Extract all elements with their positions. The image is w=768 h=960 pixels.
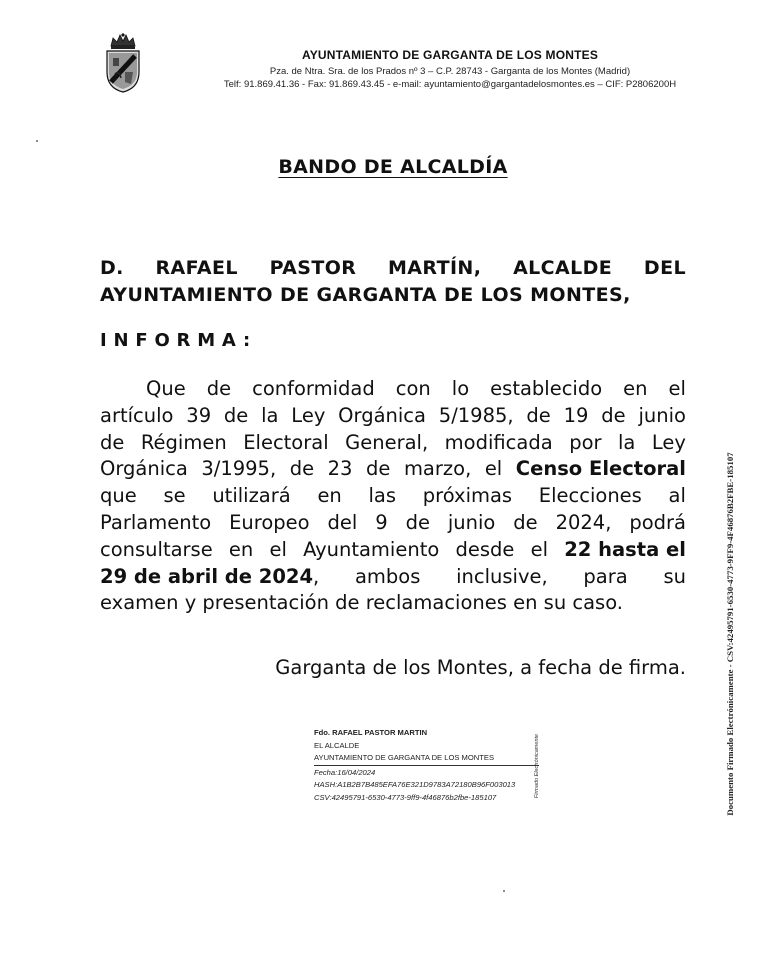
body-word: conformidad: [252, 377, 375, 400]
mayor-word: RAFAEL: [155, 257, 238, 279]
body-word: Orgánica: [100, 457, 188, 481]
body-word: ,: [313, 564, 320, 588]
body-word: la: [618, 430, 636, 454]
body-line: [100, 564, 686, 591]
body-word: lo: [451, 377, 470, 400]
body-word: utilizará: [212, 484, 291, 508]
mayor-word: ALCALDE: [513, 257, 613, 279]
body-last-line: examen y presentación de reclamaciones en su caso.: [100, 591, 623, 615]
body-word: artículo: [100, 403, 174, 427]
body-word: la: [261, 403, 279, 427]
body-word: Régimen: [140, 430, 227, 454]
signatory-name: Fdo. RAFAEL PASTOR MARTIN: [314, 728, 428, 737]
date-range-group: [100, 564, 319, 591]
body-word: junio: [638, 403, 686, 427]
body-word: el: [269, 537, 287, 561]
body-word: junio: [447, 510, 496, 534]
scan-speck: [503, 890, 505, 892]
body-word: de: [526, 403, 551, 427]
mayor-word: D.: [100, 257, 124, 279]
body-word: de: [100, 430, 125, 454]
body-word: en: [228, 537, 254, 561]
body-line: [100, 590, 686, 617]
body-word: en: [317, 484, 342, 508]
body-word: General,: [345, 430, 429, 454]
body-word: Electoral: [243, 430, 329, 454]
mayor-word: MARTÍN,: [388, 257, 482, 279]
body-word: su: [663, 564, 686, 588]
letterhead: [150, 48, 750, 91]
body-word: el: [668, 377, 686, 400]
body-word: 2024,: [555, 510, 612, 534]
body-word: por: [569, 430, 602, 454]
coat-of-arms-icon: [103, 32, 143, 94]
body-word: de: [289, 457, 315, 481]
body-word: el: [484, 457, 503, 481]
body-word: para: [583, 564, 628, 588]
body-word: Ley: [291, 403, 326, 427]
mayor-word: PASTOR: [269, 257, 357, 279]
signature-date: Fecha:16/04/2024: [314, 767, 376, 777]
body-word: establecido: [490, 377, 603, 400]
signatory-entity: AYUNTAMIENTO DE GARGANTA DE LOS MONTES: [314, 752, 539, 766]
letterhead-name: AYUNTAMIENTO DE GARGANTA DE LOS MONTES: [301, 48, 599, 62]
letterhead-contact: Telf: 91.869.41.36 - Fax: 91.869.43.45 - e-mail: ayuntamiento@gargantadelosmontes.es – CIF: P2806200H: [223, 79, 677, 90]
body-word: de: [405, 510, 430, 534]
closing-line: Garganta de los Montes, a fecha de firma.: [275, 656, 686, 679]
body-word: al: [668, 484, 686, 508]
body-word: Europeo: [229, 510, 310, 534]
body-line: [100, 430, 686, 457]
signature-block: [314, 727, 539, 804]
body-word: 5/1985,: [438, 403, 514, 427]
census-emphasis: Censo Electoral: [515, 457, 686, 481]
body-word: próximas: [422, 484, 513, 508]
informa-heading: INFORMA:: [100, 330, 257, 351]
body-word: que: [100, 484, 137, 508]
body-word: las: [368, 484, 397, 508]
body-line: [100, 456, 686, 483]
body-word: de: [206, 377, 232, 400]
body-word: ambos: [354, 564, 421, 588]
body-word: con: [395, 377, 431, 400]
margin-verification-note: Documento Firmado Electrónicamente - CSV:42495791-6530-4773-9FF9-4F46876B2FBE-185107: [725, 452, 735, 816]
body-word: consultarse: [100, 537, 213, 561]
signature-hash: HASH:A1B2B7B485EFA76E321D9783A72180B96F003013: [314, 780, 516, 789]
body-paragraph: [100, 376, 686, 617]
body-word: Parlamento: [100, 510, 212, 534]
body-word: de: [513, 510, 538, 534]
signatory-role: EL ALCALDE: [314, 740, 360, 750]
body-word: en: [623, 377, 648, 400]
body-line: [100, 376, 686, 403]
letterhead-address: Pza. de Ntra. Sra. de los Prados nº 3 – C.P. 28743 - Garganta de los Montes (Madrid): [269, 66, 631, 77]
body-word: marzo,: [403, 457, 472, 481]
body-word: podrá: [629, 510, 686, 534]
signature-vertical-label: Firmado Electrónicamente: [534, 733, 540, 799]
body-line: [100, 483, 686, 510]
body-word: Elecciones: [538, 484, 642, 508]
body-line: [100, 537, 686, 564]
body-word: del: [327, 510, 358, 534]
body-word: 39: [186, 403, 212, 427]
body-word: de: [223, 403, 249, 427]
body-word: Ayuntamiento: [303, 537, 440, 561]
date-emphasis-start: 22 hasta el: [564, 537, 686, 561]
signature-csv: CSV:42495791-6530-4773-9ff9-4f46876b2fbe-185107: [314, 792, 497, 802]
body-word: de: [601, 403, 626, 427]
body-word: 19: [563, 403, 589, 427]
body-word: 23: [327, 457, 353, 481]
body-word: el: [530, 537, 548, 561]
body-word: inclusive,: [456, 564, 548, 588]
mayor-line-2: AYUNTAMIENTO DE GARGANTA DE LOS MONTES,: [100, 284, 631, 306]
body-word: 3/1995,: [201, 457, 277, 481]
body-word: 9: [375, 510, 388, 534]
body-word: Orgánica: [338, 403, 426, 427]
body-word: se: [163, 484, 186, 508]
mayor-line-1: [100, 255, 686, 282]
body-line: [100, 510, 686, 537]
mayor-heading: [100, 255, 686, 309]
body-word: Que: [146, 377, 186, 400]
body-line: [100, 403, 686, 430]
document-title: BANDO DE ALCALDÍA: [278, 156, 508, 178]
body-word: desde: [455, 537, 515, 561]
mayor-word: DEL: [643, 257, 686, 279]
body-word: modificada: [444, 430, 553, 454]
date-emphasis-end: 29 de abril de 2024: [100, 564, 314, 588]
body-word: de: [366, 457, 391, 481]
body-word: Ley: [651, 430, 686, 454]
scan-speck: [36, 140, 38, 142]
